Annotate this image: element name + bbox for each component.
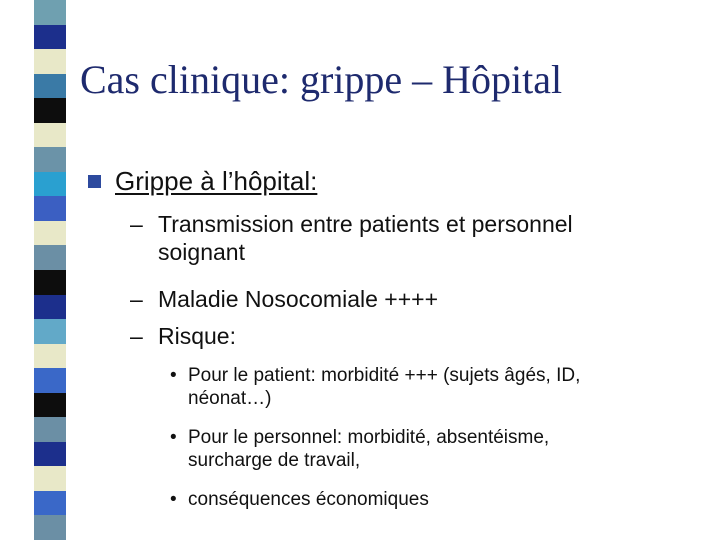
strip-block xyxy=(34,172,66,197)
item-nosocomiale xyxy=(130,285,438,313)
subitem-text: Pour le personnel: morbidité, absentéisme, xyxy=(188,427,550,448)
subitem-personnel xyxy=(170,426,549,472)
strip-block xyxy=(34,295,66,320)
dash-marker: – xyxy=(130,323,143,349)
subitem-text-continued: surcharge de travail, xyxy=(188,450,361,471)
strip-block xyxy=(34,417,66,442)
strip-block xyxy=(34,344,66,369)
strip-block xyxy=(34,221,66,246)
subitem-text: Pour le patient: morbidité +++ (sujets âgés, ID, xyxy=(188,365,581,386)
heading-text: Grippe à l’hôpital: xyxy=(115,166,318,196)
square-bullet-icon xyxy=(88,175,101,188)
strip-block xyxy=(34,466,66,491)
strip-block xyxy=(34,442,66,467)
heading-bullet xyxy=(88,166,317,197)
item-text-continued: soignant xyxy=(158,239,245,265)
subitem-economiques xyxy=(170,488,429,511)
strip-block xyxy=(34,98,66,123)
strip-block xyxy=(34,270,66,295)
strip-block xyxy=(34,515,66,540)
item-text: Maladie Nosocomiale ++++ xyxy=(158,286,438,312)
strip-block xyxy=(34,147,66,172)
dash-marker: – xyxy=(130,211,143,237)
dot-marker: • xyxy=(170,427,177,448)
dot-marker: • xyxy=(170,489,177,510)
item-risque xyxy=(130,322,236,350)
item-text: Transmission entre patients et personnel xyxy=(158,211,573,237)
slide-title: Cas clinique: grippe – Hôpital xyxy=(80,57,563,102)
dash-marker: – xyxy=(130,286,143,312)
dot-marker: • xyxy=(170,365,177,386)
strip-block xyxy=(34,368,66,393)
strip-block xyxy=(34,319,66,344)
strip-block xyxy=(34,74,66,99)
decorative-block-strip xyxy=(34,0,66,540)
strip-block xyxy=(34,25,66,50)
strip-block xyxy=(34,491,66,516)
strip-block xyxy=(34,49,66,74)
item-text: Risque: xyxy=(158,323,236,349)
strip-block xyxy=(34,393,66,418)
subitem-patient xyxy=(170,364,580,410)
strip-block xyxy=(34,245,66,270)
strip-block xyxy=(34,196,66,221)
item-transmission xyxy=(130,210,573,266)
strip-block xyxy=(34,123,66,148)
strip-block xyxy=(34,0,66,25)
subitem-text: conséquences économiques xyxy=(188,489,429,510)
subitem-text-continued: néonat…) xyxy=(188,388,272,409)
